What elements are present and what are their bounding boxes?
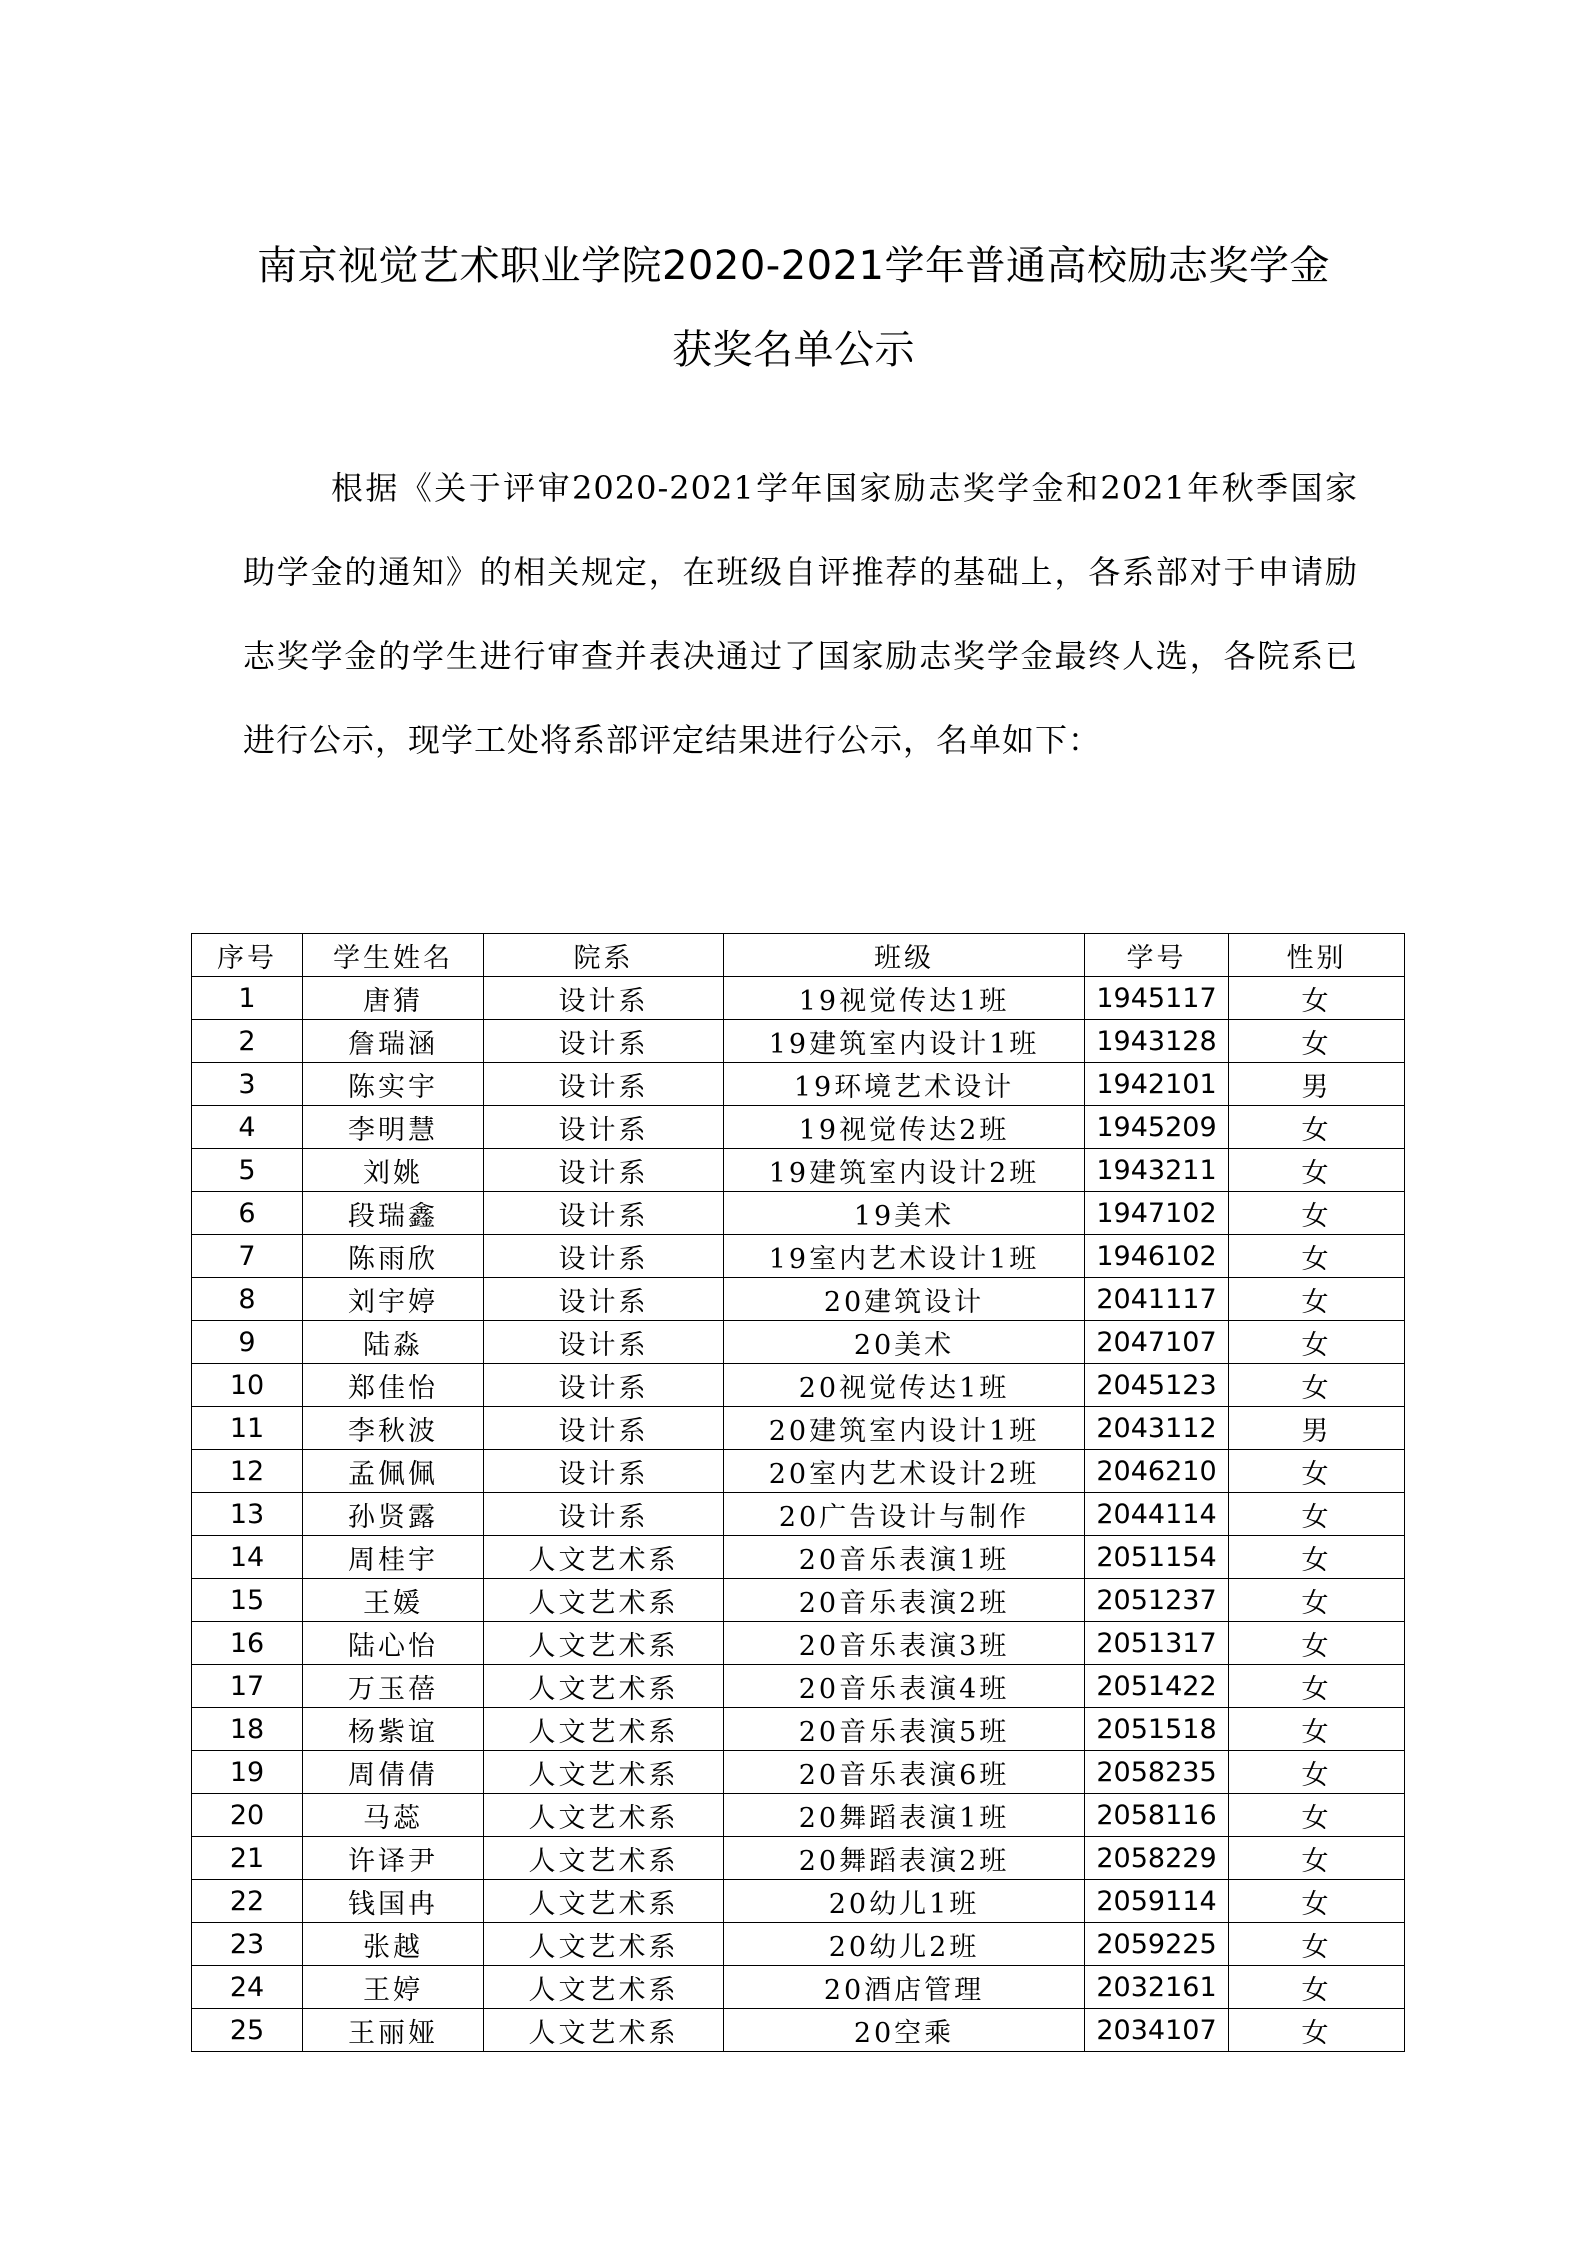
- cell-name: 万玉蓓: [303, 1665, 484, 1708]
- cell-index: 22: [192, 1880, 303, 1923]
- cell-gender: 女: [1229, 1751, 1405, 1794]
- cell-student-id: 2034107: [1085, 2009, 1229, 2052]
- cell-class: 19建筑室内设计2班: [724, 1149, 1085, 1192]
- cell-department: 人文艺术系: [484, 1966, 724, 2009]
- table-row: [192, 1622, 1405, 1665]
- cell-class: 20幼儿2班: [724, 1923, 1085, 1966]
- cell-index: 5: [192, 1149, 303, 1192]
- cell-class: 20视觉传达1班: [724, 1364, 1085, 1407]
- intro-paragraph: 根据《关于评审2020-2021学年国家励志奖学金和2021年秋季国家助学金的通知》的相关规定，在班级自评推荐的基础上，各系部对于申请励志奖学金的学生进行审查并表决通过了国家励志奖学金最终人选，各院系已进行公示，现学工处将系部评定结果进行公示，名单如下：: [243, 469, 1358, 759]
- table-row: [192, 1923, 1405, 1966]
- table-row: [192, 1579, 1405, 1622]
- cell-student-id: 2051317: [1085, 1622, 1229, 1665]
- table-body: [192, 977, 1405, 2052]
- cell-student-id: 2047107: [1085, 1321, 1229, 1364]
- cell-gender: 女: [1229, 1837, 1405, 1880]
- cell-department: 人文艺术系: [484, 1622, 724, 1665]
- cell-student-id: 2051518: [1085, 1708, 1229, 1751]
- table-row: [192, 1149, 1405, 1192]
- cell-student-id: 1947102: [1085, 1192, 1229, 1235]
- cell-name: 钱国冉: [303, 1880, 484, 1923]
- cell-name: 孟佩佩: [303, 1450, 484, 1493]
- cell-department: 人文艺术系: [484, 1665, 724, 1708]
- table-row: [192, 1751, 1405, 1794]
- cell-index: 10: [192, 1364, 303, 1407]
- cell-student-id: 2058235: [1085, 1751, 1229, 1794]
- table-row: [192, 1063, 1405, 1106]
- cell-gender: 女: [1229, 1192, 1405, 1235]
- cell-student-id: 2043112: [1085, 1407, 1229, 1450]
- cell-index: 16: [192, 1622, 303, 1665]
- table-row: [192, 1493, 1405, 1536]
- cell-department: 设计系: [484, 1106, 724, 1149]
- cell-gender: 女: [1229, 1235, 1405, 1278]
- cell-class: 20酒店管理: [724, 1966, 1085, 2009]
- cell-class: 20音乐表演4班: [724, 1665, 1085, 1708]
- cell-student-id: 2044114: [1085, 1493, 1229, 1536]
- cell-index: 4: [192, 1106, 303, 1149]
- cell-class: 19环境艺术设计: [724, 1063, 1085, 1106]
- table-row: [192, 1837, 1405, 1880]
- header-name: 学生姓名: [303, 934, 484, 977]
- table-row: [192, 1966, 1405, 2009]
- cell-student-id: 1945209: [1085, 1106, 1229, 1149]
- cell-index: 8: [192, 1278, 303, 1321]
- cell-student-id: 2051422: [1085, 1665, 1229, 1708]
- cell-department: 人文艺术系: [484, 2009, 724, 2052]
- cell-name: 杨紫谊: [303, 1708, 484, 1751]
- cell-name: 郑佳怡: [303, 1364, 484, 1407]
- table-row: [192, 1106, 1405, 1149]
- cell-index: 12: [192, 1450, 303, 1493]
- cell-student-id: 2059114: [1085, 1880, 1229, 1923]
- cell-gender: 男: [1229, 1407, 1405, 1450]
- cell-class: 20音乐表演5班: [724, 1708, 1085, 1751]
- cell-index: 23: [192, 1923, 303, 1966]
- cell-gender: 男: [1229, 1063, 1405, 1106]
- cell-name: 周桂宇: [303, 1536, 484, 1579]
- cell-department: 设计系: [484, 1278, 724, 1321]
- cell-index: 15: [192, 1579, 303, 1622]
- cell-department: 设计系: [484, 1493, 724, 1536]
- cell-gender: 女: [1229, 1536, 1405, 1579]
- cell-student-id: 2032161: [1085, 1966, 1229, 2009]
- table-row: [192, 1020, 1405, 1063]
- cell-index: 3: [192, 1063, 303, 1106]
- cell-class: 20舞蹈表演1班: [724, 1794, 1085, 1837]
- cell-department: 设计系: [484, 1192, 724, 1235]
- cell-gender: 女: [1229, 977, 1405, 1020]
- table-row: [192, 1407, 1405, 1450]
- cell-student-id: 2045123: [1085, 1364, 1229, 1407]
- table-row: [192, 1278, 1405, 1321]
- cell-name: 陈雨欣: [303, 1235, 484, 1278]
- cell-department: 人文艺术系: [484, 1708, 724, 1751]
- header-student-id: 学号: [1085, 934, 1229, 977]
- cell-index: 24: [192, 1966, 303, 2009]
- cell-name: 王媛: [303, 1579, 484, 1622]
- cell-student-id: 1943211: [1085, 1149, 1229, 1192]
- cell-gender: 女: [1229, 1450, 1405, 1493]
- cell-class: 19视觉传达1班: [724, 977, 1085, 1020]
- cell-name: 孙贤露: [303, 1493, 484, 1536]
- cell-gender: 女: [1229, 1364, 1405, 1407]
- cell-class: 20音乐表演6班: [724, 1751, 1085, 1794]
- cell-name: 刘宇婷: [303, 1278, 484, 1321]
- cell-name: 詹瑞涵: [303, 1020, 484, 1063]
- cell-department: 设计系: [484, 1020, 724, 1063]
- cell-gender: 女: [1229, 1665, 1405, 1708]
- cell-student-id: 1942101: [1085, 1063, 1229, 1106]
- cell-gender: 女: [1229, 1794, 1405, 1837]
- cell-name: 王婷: [303, 1966, 484, 2009]
- cell-name: 李秋波: [303, 1407, 484, 1450]
- cell-student-id: 2051237: [1085, 1579, 1229, 1622]
- cell-student-id: 1943128: [1085, 1020, 1229, 1063]
- cell-index: 21: [192, 1837, 303, 1880]
- cell-class: 20广告设计与制作: [724, 1493, 1085, 1536]
- table-row: [192, 1235, 1405, 1278]
- cell-department: 设计系: [484, 1063, 724, 1106]
- cell-index: 2: [192, 1020, 303, 1063]
- cell-index: 1: [192, 977, 303, 1020]
- cell-index: 17: [192, 1665, 303, 1708]
- cell-name: 陆淼: [303, 1321, 484, 1364]
- cell-student-id: 2046210: [1085, 1450, 1229, 1493]
- cell-index: 18: [192, 1708, 303, 1751]
- cell-name: 李明慧: [303, 1106, 484, 1149]
- cell-gender: 女: [1229, 1493, 1405, 1536]
- cell-class: 20幼儿1班: [724, 1880, 1085, 1923]
- cell-class: 19美术: [724, 1192, 1085, 1235]
- cell-class: 20建筑室内设计1班: [724, 1407, 1085, 1450]
- cell-department: 人文艺术系: [484, 1751, 724, 1794]
- table-header-row: [192, 934, 1405, 977]
- table-row: [192, 2009, 1405, 2052]
- cell-index: 20: [192, 1794, 303, 1837]
- cell-department: 设计系: [484, 1450, 724, 1493]
- cell-department: 人文艺术系: [484, 1579, 724, 1622]
- cell-gender: 女: [1229, 1278, 1405, 1321]
- cell-department: 人文艺术系: [484, 1837, 724, 1880]
- table-row: [192, 1450, 1405, 1493]
- cell-name: 马蕊: [303, 1794, 484, 1837]
- cell-gender: 女: [1229, 1966, 1405, 2009]
- cell-class: 20音乐表演2班: [724, 1579, 1085, 1622]
- cell-name: 张越: [303, 1923, 484, 1966]
- award-list-table: [191, 933, 1405, 2052]
- cell-department: 设计系: [484, 977, 724, 1020]
- cell-index: 7: [192, 1235, 303, 1278]
- cell-index: 6: [192, 1192, 303, 1235]
- cell-index: 13: [192, 1493, 303, 1536]
- cell-class: 20美术: [724, 1321, 1085, 1364]
- cell-class: 20空乘: [724, 2009, 1085, 2052]
- cell-department: 设计系: [484, 1407, 724, 1450]
- cell-class: 20音乐表演1班: [724, 1536, 1085, 1579]
- cell-department: 设计系: [484, 1149, 724, 1192]
- cell-index: 9: [192, 1321, 303, 1364]
- cell-class: 19视觉传达2班: [724, 1106, 1085, 1149]
- cell-gender: 女: [1229, 1321, 1405, 1364]
- cell-gender: 女: [1229, 1106, 1405, 1149]
- cell-class: 19建筑室内设计1班: [724, 1020, 1085, 1063]
- cell-class: 20舞蹈表演2班: [724, 1837, 1085, 1880]
- cell-department: 人文艺术系: [484, 1880, 724, 1923]
- cell-name: 王丽娅: [303, 2009, 484, 2052]
- cell-class: 20室内艺术设计2班: [724, 1450, 1085, 1493]
- table-row: [192, 1364, 1405, 1407]
- table-row: [192, 1880, 1405, 1923]
- cell-class: 20音乐表演3班: [724, 1622, 1085, 1665]
- cell-student-id: 1946102: [1085, 1235, 1229, 1278]
- table-row: [192, 1665, 1405, 1708]
- cell-class: 19室内艺术设计1班: [724, 1235, 1085, 1278]
- header-department: 院系: [484, 934, 724, 977]
- cell-student-id: 1945117: [1085, 977, 1229, 1020]
- cell-gender: 女: [1229, 1880, 1405, 1923]
- header-gender: 性别: [1229, 934, 1405, 977]
- cell-index: 19: [192, 1751, 303, 1794]
- cell-name: 陈实宇: [303, 1063, 484, 1106]
- table-row: [192, 1708, 1405, 1751]
- cell-gender: 女: [1229, 1020, 1405, 1063]
- header-class: 班级: [724, 934, 1085, 977]
- cell-student-id: 2051154: [1085, 1536, 1229, 1579]
- cell-name: 许译尹: [303, 1837, 484, 1880]
- cell-student-id: 2058116: [1085, 1794, 1229, 1837]
- cell-department: 人文艺术系: [484, 1923, 724, 1966]
- document-title-line1: 南京视觉艺术职业学院2020-2021学年普通高校励志奖学金: [256, 243, 1331, 289]
- cell-department: 设计系: [484, 1321, 724, 1364]
- cell-department: 设计系: [484, 1235, 724, 1278]
- cell-gender: 女: [1229, 1579, 1405, 1622]
- cell-student-id: 2058229: [1085, 1837, 1229, 1880]
- table-row: [192, 977, 1405, 1020]
- cell-index: 14: [192, 1536, 303, 1579]
- header-index: 序号: [192, 934, 303, 977]
- cell-class: 20建筑设计: [724, 1278, 1085, 1321]
- table-row: [192, 1536, 1405, 1579]
- table-row: [192, 1794, 1405, 1837]
- cell-index: 11: [192, 1407, 303, 1450]
- cell-student-id: 2059225: [1085, 1923, 1229, 1966]
- cell-name: 周倩倩: [303, 1751, 484, 1794]
- cell-name: 段瑞鑫: [303, 1192, 484, 1235]
- table-row: [192, 1321, 1405, 1364]
- cell-student-id: 2041117: [1085, 1278, 1229, 1321]
- table-row: [192, 1192, 1405, 1235]
- document-title-line2: 获奖名单公示: [672, 327, 915, 373]
- cell-gender: 女: [1229, 1622, 1405, 1665]
- cell-name: 陆心怡: [303, 1622, 484, 1665]
- cell-index: 25: [192, 2009, 303, 2052]
- cell-name: 刘姚: [303, 1149, 484, 1192]
- cell-department: 人文艺术系: [484, 1794, 724, 1837]
- cell-name: 唐猜: [303, 977, 484, 1020]
- cell-gender: 女: [1229, 1708, 1405, 1751]
- cell-gender: 女: [1229, 1149, 1405, 1192]
- cell-gender: 女: [1229, 1923, 1405, 1966]
- cell-department: 设计系: [484, 1364, 724, 1407]
- cell-gender: 女: [1229, 2009, 1405, 2052]
- cell-department: 人文艺术系: [484, 1536, 724, 1579]
